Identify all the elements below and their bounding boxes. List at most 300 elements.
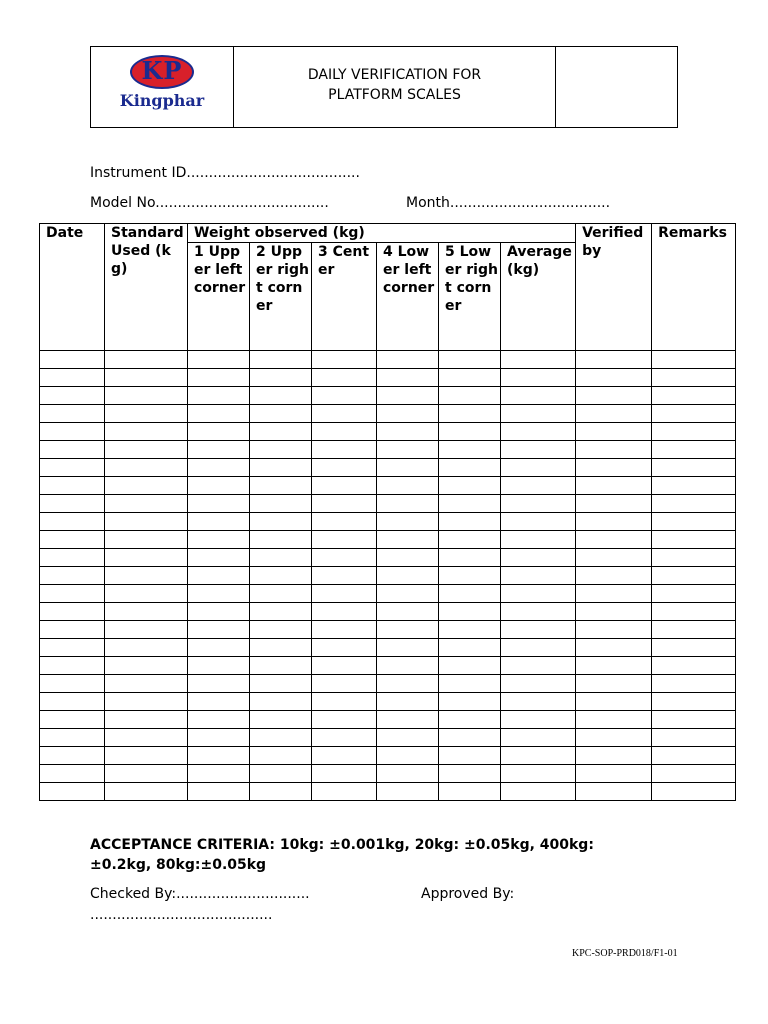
table-cell[interactable]	[652, 693, 736, 711]
table-cell[interactable]	[439, 477, 501, 495]
table-cell[interactable]	[377, 567, 439, 585]
table-cell[interactable]	[105, 369, 188, 387]
table-cell[interactable]	[652, 387, 736, 405]
table-cell[interactable]	[652, 405, 736, 423]
table-cell[interactable]	[312, 369, 377, 387]
table-cell[interactable]	[652, 423, 736, 441]
table-row	[40, 585, 736, 603]
table-cell[interactable]	[188, 369, 250, 387]
table-row	[40, 621, 736, 639]
table-row	[40, 351, 736, 369]
table-cell[interactable]	[188, 459, 250, 477]
table-cell[interactable]	[40, 513, 105, 531]
table-cell[interactable]	[105, 585, 188, 603]
table-cell[interactable]	[439, 621, 501, 639]
table-cell[interactable]	[576, 495, 652, 513]
table-cell[interactable]	[105, 621, 188, 639]
approved-by-label: Approved By:	[421, 886, 515, 902]
table-cell[interactable]	[312, 459, 377, 477]
table-cell[interactable]	[312, 783, 377, 801]
table-row	[40, 693, 736, 711]
table-cell[interactable]	[105, 747, 188, 765]
logo-name: Kingphar	[119, 91, 205, 110]
table-cell[interactable]	[250, 369, 312, 387]
table-cell[interactable]	[188, 711, 250, 729]
table-cell[interactable]	[501, 423, 576, 441]
table-cell[interactable]	[439, 351, 501, 369]
table-cell[interactable]	[652, 477, 736, 495]
table-cell[interactable]	[501, 765, 576, 783]
table-cell[interactable]	[501, 351, 576, 369]
table-cell[interactable]	[439, 585, 501, 603]
table-cell[interactable]	[105, 549, 188, 567]
col-upper-left-header: 1 Upper left corner	[188, 243, 250, 351]
table-cell[interactable]	[576, 639, 652, 657]
table-cell[interactable]	[250, 621, 312, 639]
table-cell[interactable]	[188, 585, 250, 603]
table-cell[interactable]	[312, 387, 377, 405]
table-cell[interactable]	[377, 441, 439, 459]
table-cell[interactable]	[188, 531, 250, 549]
table-cell[interactable]	[250, 549, 312, 567]
table-cell[interactable]	[40, 747, 105, 765]
table-cell[interactable]	[377, 765, 439, 783]
col-verified-header: Verified by	[576, 224, 652, 351]
table-cell[interactable]	[250, 747, 312, 765]
table-cell[interactable]	[312, 693, 377, 711]
table-cell[interactable]	[377, 639, 439, 657]
table-cell[interactable]	[576, 711, 652, 729]
table-cell[interactable]	[105, 387, 188, 405]
table-cell[interactable]	[40, 495, 105, 513]
table-cell[interactable]	[439, 747, 501, 765]
table-cell[interactable]	[105, 441, 188, 459]
table-cell[interactable]	[250, 441, 312, 459]
title-line-2: PLATFORM SCALES	[328, 87, 461, 103]
table-cell[interactable]	[576, 549, 652, 567]
table-cell[interactable]	[188, 693, 250, 711]
table-cell[interactable]	[439, 459, 501, 477]
table-cell[interactable]	[501, 441, 576, 459]
table-cell[interactable]	[439, 369, 501, 387]
table-cell[interactable]	[377, 657, 439, 675]
table-cell[interactable]	[312, 711, 377, 729]
table-cell[interactable]	[501, 711, 576, 729]
table-cell[interactable]	[250, 513, 312, 531]
table-cell[interactable]	[105, 783, 188, 801]
table-cell[interactable]	[105, 405, 188, 423]
col-average-header: Average (kg)	[501, 243, 576, 351]
table-cell[interactable]	[312, 747, 377, 765]
table-cell[interactable]	[40, 603, 105, 621]
table-cell[interactable]	[40, 477, 105, 495]
table-cell[interactable]	[501, 567, 576, 585]
table-cell[interactable]	[439, 675, 501, 693]
table-cell[interactable]	[105, 513, 188, 531]
table-row	[40, 531, 736, 549]
table-cell[interactable]	[40, 459, 105, 477]
table-row	[40, 387, 736, 405]
table-cell[interactable]	[439, 657, 501, 675]
table-cell[interactable]	[105, 423, 188, 441]
table-cell[interactable]	[501, 621, 576, 639]
table-cell[interactable]	[40, 531, 105, 549]
table-cell[interactable]	[105, 477, 188, 495]
month-field: Month....................................	[406, 195, 611, 211]
table-cell[interactable]	[188, 405, 250, 423]
table-row	[40, 657, 736, 675]
table-cell[interactable]	[652, 747, 736, 765]
table-cell[interactable]	[576, 765, 652, 783]
table-cell[interactable]	[250, 459, 312, 477]
table-cell[interactable]	[105, 765, 188, 783]
table-cell[interactable]	[501, 783, 576, 801]
table-row	[40, 513, 736, 531]
table-cell[interactable]	[576, 513, 652, 531]
table-cell[interactable]	[439, 495, 501, 513]
table-cell[interactable]	[501, 531, 576, 549]
table-cell[interactable]	[105, 459, 188, 477]
table-cell[interactable]	[250, 675, 312, 693]
col-lower-right-header: 5 Lower right corner	[439, 243, 501, 351]
table-cell[interactable]	[188, 657, 250, 675]
table-cell[interactable]	[576, 387, 652, 405]
table-row	[40, 477, 736, 495]
table-cell[interactable]	[652, 765, 736, 783]
verification-table	[39, 223, 736, 801]
table-cell[interactable]	[501, 639, 576, 657]
table-cell[interactable]	[250, 729, 312, 747]
table-cell[interactable]	[576, 405, 652, 423]
table-cell[interactable]	[250, 603, 312, 621]
table-cell[interactable]	[312, 765, 377, 783]
col-date-header: Date	[40, 224, 105, 351]
table-cell[interactable]	[312, 729, 377, 747]
table-cell[interactable]	[652, 639, 736, 657]
table-cell[interactable]	[439, 423, 501, 441]
table-cell[interactable]	[312, 675, 377, 693]
table-cell[interactable]	[377, 531, 439, 549]
table-cell[interactable]	[576, 459, 652, 477]
table-cell[interactable]	[576, 621, 652, 639]
table-cell[interactable]	[576, 441, 652, 459]
table-cell[interactable]	[439, 783, 501, 801]
col-lower-left-header: 4 Lower left corner	[377, 243, 439, 351]
table-cell[interactable]	[576, 567, 652, 585]
table-cell[interactable]	[40, 783, 105, 801]
table-cell[interactable]	[652, 729, 736, 747]
table-cell[interactable]	[501, 747, 576, 765]
table-cell[interactable]	[576, 351, 652, 369]
table-cell[interactable]	[312, 639, 377, 657]
form-header	[90, 46, 678, 128]
title-line-1: DAILY VERIFICATION FOR	[307, 67, 482, 83]
table-cell[interactable]	[188, 351, 250, 369]
table-cell[interactable]	[377, 585, 439, 603]
table-cell[interactable]	[501, 657, 576, 675]
table-cell[interactable]	[105, 711, 188, 729]
table-cell[interactable]	[188, 441, 250, 459]
table-cell[interactable]	[501, 405, 576, 423]
document-code: KPC-SOP-PRD018/F1-01	[572, 948, 678, 959]
table-cell[interactable]	[377, 477, 439, 495]
table-cell[interactable]	[576, 531, 652, 549]
table-cell[interactable]	[312, 621, 377, 639]
table-cell[interactable]	[250, 657, 312, 675]
table-cell[interactable]	[105, 639, 188, 657]
table-cell[interactable]	[652, 675, 736, 693]
table-cell[interactable]	[40, 621, 105, 639]
acceptance-criteria: ACCEPTANCE CRITERIA: 10kg: ±0.001kg, 20kg: ±0.05kg, 400kg: ±0.2kg, 80kg:±0.05kg	[90, 837, 594, 873]
table-cell[interactable]	[250, 351, 312, 369]
table-cell[interactable]	[501, 495, 576, 513]
table-cell[interactable]	[576, 603, 652, 621]
table-cell[interactable]	[188, 639, 250, 657]
table-cell[interactable]	[188, 765, 250, 783]
table-cell[interactable]	[439, 441, 501, 459]
table-cell[interactable]	[652, 657, 736, 675]
table-cell[interactable]	[105, 729, 188, 747]
table-cell[interactable]	[40, 657, 105, 675]
table-cell[interactable]	[105, 531, 188, 549]
table-cell[interactable]	[105, 675, 188, 693]
table-cell[interactable]	[312, 513, 377, 531]
table-cell[interactable]	[40, 387, 105, 405]
table-cell[interactable]	[188, 477, 250, 495]
table-cell[interactable]	[40, 549, 105, 567]
table-cell[interactable]	[501, 693, 576, 711]
table-cell[interactable]	[312, 405, 377, 423]
header-blank-cell	[556, 47, 677, 127]
table-cell[interactable]	[501, 387, 576, 405]
table-cell[interactable]	[105, 567, 188, 585]
table-cell[interactable]	[501, 585, 576, 603]
table-cell[interactable]	[501, 513, 576, 531]
table-cell[interactable]	[40, 729, 105, 747]
table-cell[interactable]	[312, 495, 377, 513]
table-cell[interactable]	[439, 567, 501, 585]
weight-observed-header: Weight observed (kg)	[188, 224, 576, 243]
table-row	[40, 369, 736, 387]
table-cell[interactable]	[312, 477, 377, 495]
table-cell[interactable]	[652, 783, 736, 801]
table-cell[interactable]	[188, 603, 250, 621]
table-cell[interactable]	[377, 729, 439, 747]
table-cell[interactable]	[439, 711, 501, 729]
table-cell[interactable]	[188, 513, 250, 531]
table-row	[40, 567, 736, 585]
table-row	[40, 549, 736, 567]
approved-by-line: .........................................	[90, 907, 273, 923]
table-row	[40, 639, 736, 657]
table-cell[interactable]	[250, 477, 312, 495]
table-cell[interactable]	[312, 531, 377, 549]
table-cell[interactable]	[377, 513, 439, 531]
table-cell[interactable]	[501, 549, 576, 567]
table-cell[interactable]	[576, 675, 652, 693]
table-row	[40, 441, 736, 459]
table-cell[interactable]	[40, 675, 105, 693]
table-cell[interactable]	[652, 441, 736, 459]
table-cell[interactable]	[501, 369, 576, 387]
col-standard-header: Standard Used (kg)	[105, 224, 188, 351]
table-cell[interactable]	[250, 495, 312, 513]
table-cell[interactable]	[652, 351, 736, 369]
table-cell[interactable]	[312, 351, 377, 369]
table-row	[40, 405, 736, 423]
table-cell[interactable]	[652, 567, 736, 585]
table-cell[interactable]	[652, 459, 736, 477]
table-cell[interactable]	[576, 477, 652, 495]
table-cell[interactable]	[501, 603, 576, 621]
table-cell[interactable]	[652, 513, 736, 531]
table-cell[interactable]	[576, 657, 652, 675]
table-cell[interactable]	[40, 639, 105, 657]
table-cell[interactable]	[188, 621, 250, 639]
table-cell[interactable]	[312, 603, 377, 621]
table-cell[interactable]	[377, 621, 439, 639]
table-cell[interactable]	[312, 567, 377, 585]
table-cell[interactable]	[312, 585, 377, 603]
table-cell[interactable]	[501, 477, 576, 495]
table-cell[interactable]	[576, 693, 652, 711]
table-cell[interactable]	[377, 423, 439, 441]
table-cell[interactable]	[250, 783, 312, 801]
checked-by-field: Checked By:..............................	[90, 886, 310, 902]
table-cell[interactable]	[377, 495, 439, 513]
table-cell[interactable]	[576, 729, 652, 747]
table-cell[interactable]	[439, 603, 501, 621]
table-cell[interactable]	[105, 495, 188, 513]
table-cell[interactable]	[105, 693, 188, 711]
table-cell[interactable]	[250, 567, 312, 585]
logo-initials: KP	[141, 56, 183, 85]
table-cell[interactable]	[312, 441, 377, 459]
table-row	[40, 783, 736, 801]
model-no-field: Model No.......................................	[90, 195, 329, 211]
table-row	[40, 729, 736, 747]
table-cell[interactable]	[40, 351, 105, 369]
table-cell[interactable]	[377, 693, 439, 711]
table-cell[interactable]	[250, 765, 312, 783]
table-cell[interactable]	[312, 657, 377, 675]
table-cell[interactable]	[439, 513, 501, 531]
instrument-id-field: Instrument ID.......................................	[90, 165, 360, 181]
table-cell[interactable]	[439, 549, 501, 567]
table-cell[interactable]	[250, 423, 312, 441]
table-cell[interactable]	[377, 387, 439, 405]
table-cell[interactable]	[377, 549, 439, 567]
table-cell[interactable]	[576, 369, 652, 387]
table-cell[interactable]	[652, 621, 736, 639]
table-cell[interactable]	[188, 495, 250, 513]
table-row	[40, 603, 736, 621]
table-cell[interactable]	[250, 639, 312, 657]
table-cell[interactable]	[40, 441, 105, 459]
table-cell[interactable]	[250, 711, 312, 729]
table-cell[interactable]	[377, 459, 439, 477]
table-cell[interactable]	[312, 549, 377, 567]
table-cell[interactable]	[188, 423, 250, 441]
table-cell[interactable]	[501, 675, 576, 693]
table-cell[interactable]	[40, 765, 105, 783]
table-cell[interactable]	[40, 711, 105, 729]
table-cell[interactable]	[40, 423, 105, 441]
table-cell[interactable]	[188, 387, 250, 405]
table-cell[interactable]	[188, 783, 250, 801]
table-cell[interactable]	[439, 531, 501, 549]
table-cell[interactable]	[439, 387, 501, 405]
table-cell[interactable]	[439, 729, 501, 747]
table-cell[interactable]	[377, 747, 439, 765]
table-cell[interactable]	[40, 567, 105, 585]
table-cell[interactable]	[652, 585, 736, 603]
table-cell[interactable]	[105, 351, 188, 369]
table-cell[interactable]	[652, 603, 736, 621]
table-cell[interactable]	[576, 585, 652, 603]
table-cell[interactable]	[40, 405, 105, 423]
table-cell[interactable]	[377, 783, 439, 801]
table-row	[40, 711, 736, 729]
table-row	[40, 747, 736, 765]
table-row	[40, 459, 736, 477]
table-row	[40, 765, 736, 783]
table-cell[interactable]	[250, 531, 312, 549]
table-cell[interactable]	[188, 567, 250, 585]
table-cell[interactable]	[250, 585, 312, 603]
col-upper-right-header: 2 Upper right corner	[250, 243, 312, 351]
table-cell[interactable]	[312, 423, 377, 441]
table-cell[interactable]	[501, 459, 576, 477]
table-cell[interactable]	[439, 405, 501, 423]
table-cell[interactable]	[652, 549, 736, 567]
table-cell[interactable]	[377, 675, 439, 693]
table-cell[interactable]	[377, 603, 439, 621]
header-row-1	[40, 224, 736, 243]
table-cell[interactable]	[250, 387, 312, 405]
table-cell[interactable]	[250, 405, 312, 423]
table-cell[interactable]	[105, 657, 188, 675]
table-cell[interactable]	[652, 495, 736, 513]
table-cell[interactable]	[652, 711, 736, 729]
table-cell[interactable]	[40, 369, 105, 387]
table-cell[interactable]	[188, 549, 250, 567]
table-cell[interactable]	[40, 693, 105, 711]
table-cell[interactable]	[377, 405, 439, 423]
table-cell[interactable]	[652, 531, 736, 549]
table-cell[interactable]	[377, 711, 439, 729]
table-cell[interactable]	[501, 729, 576, 747]
table-cell[interactable]	[576, 783, 652, 801]
table-cell[interactable]	[439, 639, 501, 657]
table-cell[interactable]	[250, 693, 312, 711]
table-cell[interactable]	[576, 747, 652, 765]
table-cell[interactable]	[188, 747, 250, 765]
table-cell[interactable]	[188, 675, 250, 693]
table-cell[interactable]	[377, 351, 439, 369]
table-cell[interactable]	[576, 423, 652, 441]
col-remarks-header: Remarks	[652, 224, 736, 351]
table-cell[interactable]	[439, 693, 501, 711]
table-cell[interactable]	[105, 603, 188, 621]
table-cell[interactable]	[40, 585, 105, 603]
table-cell[interactable]	[439, 765, 501, 783]
table-cell[interactable]	[377, 369, 439, 387]
table-cell[interactable]	[652, 369, 736, 387]
logo-cell	[91, 47, 234, 127]
table-cell[interactable]	[188, 729, 250, 747]
col-center-header: 3 Center	[312, 243, 377, 351]
